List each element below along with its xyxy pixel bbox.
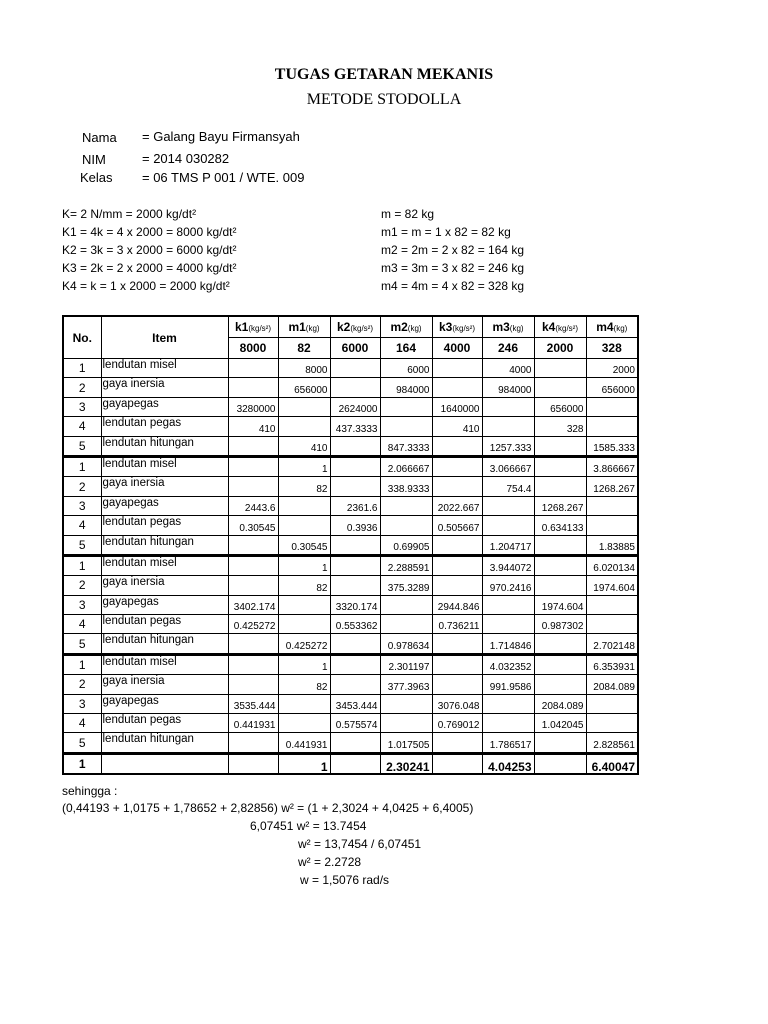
table-cell: 410	[228, 417, 278, 436]
table-cell: 0.987302	[534, 615, 586, 634]
table-cell	[432, 378, 482, 397]
table-cell	[330, 753, 380, 774]
row-item: gaya inersia	[101, 576, 228, 595]
table-cell: 2.702148	[586, 634, 638, 654]
row-number: 2	[63, 477, 101, 496]
table-cell: 2.066667	[380, 456, 432, 476]
row-item: lendutan hitungan	[101, 436, 228, 456]
row-number: 1	[63, 359, 101, 378]
table-cell	[534, 535, 586, 555]
row-number: 4	[63, 417, 101, 436]
row-number: 2	[63, 576, 101, 595]
row-number: 5	[63, 733, 101, 753]
table-cell: 1.042045	[534, 714, 586, 733]
result-line-2: 6,07451 w² = 13.7454	[250, 819, 367, 833]
row-number: 1	[63, 654, 101, 674]
table-cell	[482, 496, 534, 515]
row-item: lendutan pegas	[101, 516, 228, 535]
column-name: m2	[390, 320, 408, 334]
table-cell	[534, 477, 586, 496]
table-cell	[534, 436, 586, 456]
row-item: lendutan hitungan	[101, 733, 228, 753]
table-cell: 82	[278, 477, 330, 496]
table-cell	[278, 694, 330, 713]
table-cell: 847.3333	[380, 436, 432, 456]
table-cell: 410	[432, 417, 482, 436]
table-cell: 1268.267	[534, 496, 586, 515]
row-item	[101, 753, 228, 774]
table-cell: 1585.333	[586, 436, 638, 456]
mass-m3: m3 = 3m = 3 x 82 = 246 kg	[381, 261, 525, 275]
document-subtitle: METODE STODOLLA	[306, 91, 462, 108]
table-cell	[278, 595, 330, 614]
table-row	[63, 496, 638, 515]
table-cell: 0.634133	[534, 516, 586, 535]
table-cell: 3076.048	[432, 694, 482, 713]
table-cell: 437.3333	[330, 417, 380, 436]
column-header-m4	[586, 316, 638, 338]
column-value-k2: 6000	[330, 338, 380, 359]
mass-m2: m2 = 2m = 2 x 82 = 164 kg	[381, 243, 525, 257]
table-cell	[586, 417, 638, 436]
table-cell	[278, 516, 330, 535]
table-cell	[432, 634, 482, 654]
table-cell	[228, 555, 278, 575]
table-cell: 3.866667	[586, 456, 638, 476]
table-row	[63, 516, 638, 535]
column-value-k3: 4000	[432, 338, 482, 359]
table-cell	[432, 456, 482, 476]
table-cell	[330, 576, 380, 595]
table-cell: 984000	[380, 378, 432, 397]
table-row	[63, 535, 638, 555]
column-unit: (kg/s²)	[452, 324, 476, 333]
table-cell	[534, 634, 586, 654]
table-cell	[228, 535, 278, 555]
table-cell: 1.017505	[380, 733, 432, 753]
column-name: m1	[288, 320, 306, 334]
table-cell	[482, 397, 534, 416]
row-item: lendutan misel	[101, 456, 228, 476]
column-name: k1	[234, 320, 249, 334]
table-cell	[482, 516, 534, 535]
table-cell	[586, 615, 638, 634]
result-line-5: w = 1,5076 rad/s	[300, 873, 390, 887]
table-cell	[380, 496, 432, 515]
mass-m4: m4 = 4m = 4 x 82 = 328 kg	[381, 279, 525, 293]
row-number: 3	[63, 694, 101, 713]
table-cell	[228, 477, 278, 496]
table-cell: 1	[278, 753, 330, 774]
table-cell	[432, 477, 482, 496]
table-cell: 984000	[482, 378, 534, 397]
table-cell	[432, 733, 482, 753]
row-item: lendutan pegas	[101, 417, 228, 436]
row-number: 2	[63, 378, 101, 397]
table-row	[63, 615, 638, 634]
result-line-3: w² = 13,7454 / 6,07451	[298, 837, 422, 851]
kelas-value: = 06 TMS P 001 / WTE. 009	[142, 170, 305, 185]
table-cell: 1	[278, 555, 330, 575]
table-cell	[534, 675, 586, 694]
table-cell: 1974.604	[534, 595, 586, 614]
table-cell	[330, 456, 380, 476]
row-item: lendutan misel	[101, 359, 228, 378]
table-cell: 338.9333	[380, 477, 432, 496]
table-cell	[534, 359, 586, 378]
nim-value: = 2014 030282	[142, 151, 230, 166]
table-cell	[380, 516, 432, 535]
table-row	[63, 634, 638, 654]
table-cell: 1.786517	[482, 733, 534, 753]
column-unit: (kg)	[407, 324, 422, 333]
table-cell	[228, 456, 278, 476]
table-cell: 82	[278, 675, 330, 694]
table-cell	[330, 733, 380, 753]
row-number: 4	[63, 714, 101, 733]
row-number: 1	[63, 753, 101, 774]
column-header-k1	[228, 316, 278, 338]
name-value: = Galang Bayu Firmansyah	[142, 129, 300, 144]
table-cell: 4.032352	[482, 654, 534, 674]
stiffness-k2: K2 = 3k = 3 x 2000 = 6000 kg/dt²	[62, 243, 237, 257]
row-number: 1	[63, 456, 101, 476]
column-header-k4	[534, 316, 586, 338]
table-cell	[534, 753, 586, 774]
table-cell	[432, 555, 482, 575]
result-line-1: (0,44193 + 1,0175 + 1,78652 + 2,82856) w² = (1 + 2,3024 + 4,0425 + 6,4005)	[62, 801, 474, 815]
row-number: 5	[63, 535, 101, 555]
table-cell: 0.553362	[330, 615, 380, 634]
column-header-k3	[432, 316, 482, 338]
row-item: lendutan pegas	[101, 714, 228, 733]
table-cell	[330, 555, 380, 575]
table-cell	[228, 733, 278, 753]
table-cell	[278, 496, 330, 515]
table-row	[63, 397, 638, 416]
mass-base: m = 82 kg	[381, 207, 435, 221]
table-row	[63, 576, 638, 595]
table-cell: 0.769012	[432, 714, 482, 733]
table-cell	[534, 733, 586, 753]
table-cell	[278, 714, 330, 733]
row-number: 1	[63, 555, 101, 575]
table-cell: 1.83885	[586, 535, 638, 555]
table-cell: 0.575574	[330, 714, 380, 733]
table-cell	[228, 675, 278, 694]
document-title: TUGAS GETARAN MEKANIS	[274, 66, 494, 83]
table-cell	[380, 714, 432, 733]
table-cell	[330, 654, 380, 674]
table-cell	[482, 595, 534, 614]
table-cell	[228, 576, 278, 595]
table-row	[63, 595, 638, 614]
table-cell	[228, 654, 278, 674]
table-cell: 3.944072	[482, 555, 534, 575]
table-cell: 656000	[278, 378, 330, 397]
column-unit: (kg/s²)	[248, 324, 272, 333]
table-cell	[228, 753, 278, 774]
table-cell	[330, 436, 380, 456]
column-header-m2	[380, 316, 432, 338]
column-name: k4	[541, 320, 556, 334]
table-row	[63, 654, 638, 674]
table-cell	[380, 417, 432, 436]
column-name: k2	[336, 320, 351, 334]
table-cell: 0.3936	[330, 516, 380, 535]
name-label: Nama	[82, 130, 117, 145]
table-cell	[432, 654, 482, 674]
table-cell: 1.714846	[482, 634, 534, 654]
row-number: 5	[63, 634, 101, 654]
table-cell	[482, 615, 534, 634]
table-row	[63, 436, 638, 456]
row-item: lendutan misel	[101, 654, 228, 674]
table-cell: 6000	[380, 359, 432, 378]
row-number: 3	[63, 496, 101, 515]
column-unit: (kg/s²)	[350, 324, 374, 333]
table-cell: 2.288591	[380, 555, 432, 575]
table-cell: 2084.089	[534, 694, 586, 713]
table-cell: 0.30545	[228, 516, 278, 535]
table-cell: 3.066667	[482, 456, 534, 476]
row-item: lendutan hitungan	[101, 535, 228, 555]
table-cell: 2.301197	[380, 654, 432, 674]
table-row	[63, 555, 638, 575]
row-item: gayapegas	[101, 397, 228, 416]
table-cell: 1	[278, 456, 330, 476]
table-cell: 410	[278, 436, 330, 456]
row-number: 4	[63, 516, 101, 535]
table-cell: 3402.174	[228, 595, 278, 614]
row-item: gayapegas	[101, 694, 228, 713]
table-cell: 2000	[586, 359, 638, 378]
table-cell: 754.4	[482, 477, 534, 496]
table-cell	[482, 714, 534, 733]
row-item: lendutan hitungan	[101, 634, 228, 654]
column-value-k4: 2000	[534, 338, 586, 359]
row-item: gaya inersia	[101, 477, 228, 496]
table-row	[63, 359, 638, 378]
row-number: 4	[63, 615, 101, 634]
table-cell: 0.441931	[228, 714, 278, 733]
row-number: 2	[63, 675, 101, 694]
nim-label: NIM	[82, 152, 106, 167]
row-number: 5	[63, 436, 101, 456]
table-cell: 375.3289	[380, 576, 432, 595]
column-unit: (kg)	[613, 324, 628, 333]
result-label: sehingga :	[62, 784, 118, 798]
table-cell	[586, 516, 638, 535]
table-cell	[534, 576, 586, 595]
column-header-k2	[330, 316, 380, 338]
table-cell	[586, 694, 638, 713]
row-item: gayapegas	[101, 595, 228, 614]
table-cell: 0.425272	[278, 634, 330, 654]
table-cell: 656000	[534, 397, 586, 416]
table-cell: 1257.333	[482, 436, 534, 456]
table-cell: 2361.6	[330, 496, 380, 515]
table-cell	[228, 634, 278, 654]
table-cell	[586, 496, 638, 515]
table-cell	[432, 436, 482, 456]
table-cell	[330, 634, 380, 654]
column-name: k3	[438, 320, 453, 334]
table-cell: 377.3963	[380, 675, 432, 694]
table-cell	[278, 397, 330, 416]
column-value-m1: 82	[278, 338, 330, 359]
table-cell: 0.978634	[380, 634, 432, 654]
table-cell: 6.020134	[586, 555, 638, 575]
column-value-m2: 164	[380, 338, 432, 359]
table-row	[63, 417, 638, 436]
table-cell: 2.30241	[380, 753, 432, 774]
table-cell	[586, 595, 638, 614]
table-row	[63, 733, 638, 753]
column-name: m3	[492, 320, 510, 334]
table-row	[63, 694, 638, 713]
result-line-4: w² = 2.2728	[298, 855, 362, 869]
table-cell: 2944.846	[432, 595, 482, 614]
table-cell: 3453.444	[330, 694, 380, 713]
table-cell	[330, 477, 380, 496]
table-row	[63, 753, 638, 774]
table-cell: 1	[278, 654, 330, 674]
row-item: gayapegas	[101, 496, 228, 515]
table-cell	[534, 378, 586, 397]
table-cell: 656000	[586, 378, 638, 397]
column-header-m1	[278, 316, 330, 338]
table-cell	[330, 535, 380, 555]
table-cell	[432, 576, 482, 595]
table-cell	[432, 675, 482, 694]
table-cell: 0.30545	[278, 535, 330, 555]
table-cell	[228, 378, 278, 397]
stodolla-table	[62, 315, 639, 775]
table-cell: 4.04253	[482, 753, 534, 774]
column-value-m4: 328	[586, 338, 638, 359]
table-row	[63, 378, 638, 397]
table-cell	[586, 714, 638, 733]
table-cell	[482, 694, 534, 713]
table-cell: 3535.444	[228, 694, 278, 713]
column-value-k1: 8000	[228, 338, 278, 359]
table-cell: 991.9586	[482, 675, 534, 694]
table-cell: 2443.6	[228, 496, 278, 515]
table-cell: 1974.604	[586, 576, 638, 595]
stiffness-k1: K1 = 4k = 4 x 2000 = 8000 kg/dt²	[62, 225, 237, 239]
row-number: 3	[63, 595, 101, 614]
table-cell	[534, 654, 586, 674]
table-cell: 3320.174	[330, 595, 380, 614]
table-cell: 0.425272	[228, 615, 278, 634]
table-cell: 1640000	[432, 397, 482, 416]
stiffness-base: K= 2 N/mm = 2000 kg/dt²	[62, 207, 197, 221]
stiffness-k3: K3 = 2k = 2 x 2000 = 4000 kg/dt²	[62, 261, 237, 275]
column-header-m3	[482, 316, 534, 338]
table-cell: 0.505667	[432, 516, 482, 535]
table-cell: 0.441931	[278, 733, 330, 753]
table-cell: 0.69905	[380, 535, 432, 555]
table-cell	[330, 359, 380, 378]
table-cell	[228, 359, 278, 378]
table-cell	[432, 753, 482, 774]
table-row	[63, 714, 638, 733]
column-unit: (kg)	[509, 324, 524, 333]
table-cell	[534, 456, 586, 476]
table-cell: 2084.089	[586, 675, 638, 694]
table-cell: 3280000	[228, 397, 278, 416]
table-cell	[278, 615, 330, 634]
mass-m1: m1 = m = 1 x 82 = 82 kg	[381, 225, 511, 239]
column-name: m4	[596, 320, 614, 334]
table-cell	[380, 595, 432, 614]
table-cell	[432, 535, 482, 555]
item-header: Item	[101, 316, 228, 359]
no-header: No.	[63, 316, 101, 359]
table-cell	[534, 555, 586, 575]
table-cell	[228, 436, 278, 456]
table-cell: 2022.667	[432, 496, 482, 515]
table-cell: 0.736211	[432, 615, 482, 634]
table-cell	[482, 417, 534, 436]
table-cell: 1.204717	[482, 535, 534, 555]
row-item: lendutan misel	[101, 555, 228, 575]
table-cell	[586, 397, 638, 416]
table-cell	[330, 675, 380, 694]
table-row	[63, 675, 638, 694]
table-cell	[278, 417, 330, 436]
table-row	[63, 477, 638, 496]
kelas-label: Kelas	[80, 170, 113, 185]
table-cell: 970.2416	[482, 576, 534, 595]
table-cell: 6.40047	[586, 753, 638, 774]
table-cell: 2624000	[330, 397, 380, 416]
column-unit: (kg)	[305, 324, 320, 333]
table-cell: 2.828561	[586, 733, 638, 753]
table-cell	[330, 378, 380, 397]
column-unit: (kg/s²)	[555, 324, 579, 333]
row-item: gaya inersia	[101, 675, 228, 694]
table-cell: 1268.267	[586, 477, 638, 496]
table-cell	[380, 397, 432, 416]
table-cell: 82	[278, 576, 330, 595]
table-cell	[380, 615, 432, 634]
row-item: lendutan pegas	[101, 615, 228, 634]
table-cell: 328	[534, 417, 586, 436]
row-number: 3	[63, 397, 101, 416]
table-cell: 8000	[278, 359, 330, 378]
table-cell	[432, 359, 482, 378]
stiffness-k4: K4 = k = 1 x 2000 = 2000 kg/dt²	[62, 279, 230, 293]
column-value-m3: 246	[482, 338, 534, 359]
table-cell	[380, 694, 432, 713]
table-row	[63, 456, 638, 476]
table-cell: 4000	[482, 359, 534, 378]
row-item: gaya inersia	[101, 378, 228, 397]
table-cell: 6.353931	[586, 654, 638, 674]
